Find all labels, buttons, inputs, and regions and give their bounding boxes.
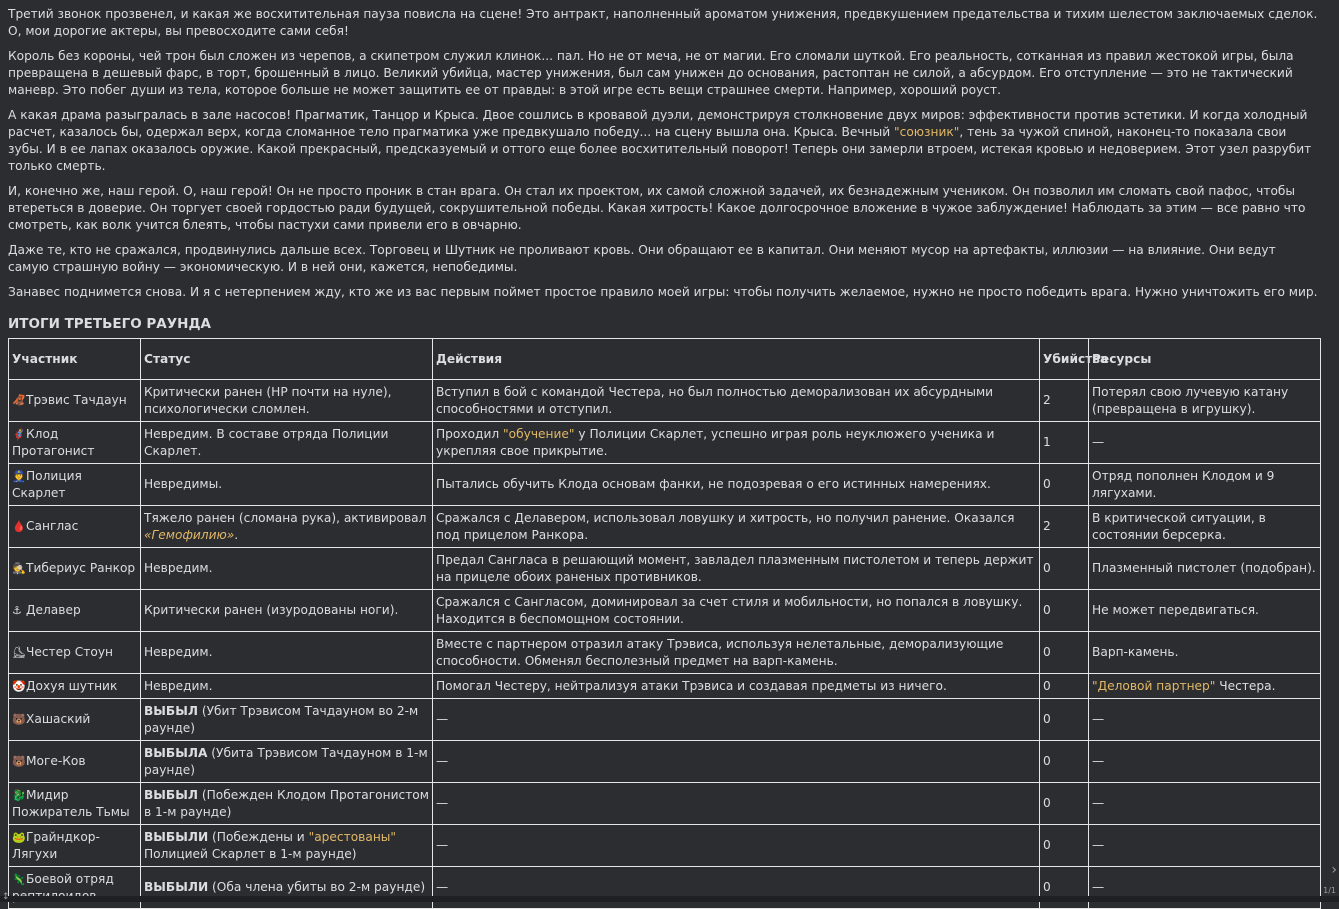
table-row xyxy=(9,741,1321,783)
status-text: Невредим. xyxy=(144,678,213,693)
cell-participant xyxy=(9,674,141,699)
actions-text: Помогал Честеру, нейтрализуя атаки Трэвиса и создавая предметы из ничего. xyxy=(436,678,947,693)
cell-resources xyxy=(1089,741,1321,783)
participant-name: Хашаский xyxy=(26,712,91,726)
resources-text: — xyxy=(1092,880,1105,894)
table-row xyxy=(9,548,1321,590)
cell-actions xyxy=(433,674,1040,699)
status-text: Невредимы. xyxy=(144,477,223,491)
cell-kills: 0 xyxy=(1040,699,1089,741)
table-row xyxy=(9,380,1321,422)
resources-text: — xyxy=(1092,435,1105,449)
participant-icon: 🦎 xyxy=(12,872,26,886)
cell-participant xyxy=(9,380,141,422)
cell-participant xyxy=(9,699,141,741)
actions-text: Сражался с Делавером, использовал ловушку и хитрость, но получил ранение. Оказался под прицелом Ранкора. xyxy=(436,510,1015,542)
cell-kills: 2 xyxy=(1040,506,1089,548)
resources-text: Не может передвигаться. xyxy=(1092,603,1259,617)
status-text: (Побеждены и xyxy=(208,829,309,844)
cell-actions xyxy=(433,867,1040,909)
status-highlight: "арестованы" xyxy=(308,829,397,844)
participant-name: Трэвис Тачдаун xyxy=(26,393,127,407)
cell-resources xyxy=(1089,380,1321,422)
participant-name: Мидир Пожиратель Тьмы xyxy=(12,787,130,819)
cell-participant xyxy=(9,867,141,909)
actions-text: — xyxy=(436,796,449,810)
cell-status xyxy=(141,380,433,422)
message-content xyxy=(8,6,1320,909)
cell-actions xyxy=(433,632,1040,674)
cell-status xyxy=(141,783,433,825)
cell-actions xyxy=(433,506,1040,548)
status-text: Невредим. xyxy=(144,561,213,575)
header-kills: Убийства xyxy=(1040,339,1089,380)
cell-participant xyxy=(9,825,141,867)
status-text: (Убит Трэвисом Тачдауном во 2-м раунде) xyxy=(144,703,419,735)
actions-text: Предал Сангласа в решающий момент, завладел плазменным пистолетом и теперь держит на прицеле обоих раненых противников. xyxy=(436,552,1034,584)
status-flag: ВЫБЫЛ xyxy=(144,787,198,802)
participant-icon: 🩸 xyxy=(12,520,26,533)
header-actions: Действия xyxy=(433,339,1040,380)
cell-participant xyxy=(9,741,141,783)
status-text: Невредим. В составе отряда Полиции Скарлет. xyxy=(144,426,389,458)
actions-text: Вступил в бой с командой Честера, но был полностью деморализован их абсурдными способностями и отступил. xyxy=(436,384,994,416)
cell-actions xyxy=(433,783,1040,825)
cell-status xyxy=(141,825,433,867)
resources-text: Варп-камень. xyxy=(1092,645,1179,659)
header-participant: Участник xyxy=(9,339,141,380)
actions-text: — xyxy=(436,880,449,894)
cell-kills: 0 xyxy=(1040,590,1089,632)
participant-name: Дохуя шутник xyxy=(26,678,118,693)
cell-kills: 0 xyxy=(1040,741,1089,783)
paragraph-text: Король без короны, чей трон был сложен из черепов, а скипетром служил клинок... пал. Но не от меча, не от магии. Его сломали шуткой. Его реальность, сотканная из правил жестокой игры, была превращена в дешевый фарс, в торт, брошенный в лицо. Великий убийца, мастер унижения, был сам унижен до основания, растоптан не силой, а абсурдом. Его отступление — это не тактический маневр. Это побег души из тела, которое больше не может защитить ее от правды: в этой игре есть вещи страшнее смерти. Например, хороший роуст. xyxy=(8,49,1294,97)
quoted-text: "союзник" xyxy=(894,125,960,139)
table-row xyxy=(9,506,1321,548)
actions-text: — xyxy=(436,838,449,852)
status-text: Невредим. xyxy=(144,645,213,659)
paragraph-text: Занавес поднимется снова. И я с нетерпением жду, кто же из вас первым поймет простое правило моей игры: чтобы получить желаемое, нужно не просто победить врага. Нужно уничтожить его мир. xyxy=(8,285,1318,299)
actions-text-after: у Полиции Скарлет, успешно играя роль неуклюжего ученика и укрепляя свое прикрытие. xyxy=(436,426,995,458)
table-row xyxy=(9,464,1321,506)
cell-kills: 1 xyxy=(1040,422,1089,464)
resources-text: — xyxy=(1092,838,1105,852)
actions-quote: "обучение" xyxy=(503,426,575,441)
paragraph-text: И, конечно же, наш герой. О, наш герой! Он не просто проник в стан врага. Он стал их проектом, их самой сложной задачей, их безнадежным учеником. Он позволил им сломать свой пафос, чтобы втереться в доверие. Он торгует своей гордостью ради будущей, сокрушительной победы. Какая хитрость! Какое долгосрочное вложение в чужое заблуждение! Наблюдать за этим — все равно что смотреть, как волк учится блеять, чтобы пастухи сами привели его в овчарню. xyxy=(8,184,1306,232)
participant-name: Честер Стоун xyxy=(26,645,114,659)
cell-status xyxy=(141,699,433,741)
status-flag: ВЫБЫЛИ xyxy=(144,880,209,894)
participant-icon: 👮 xyxy=(12,469,26,483)
cell-resources xyxy=(1089,867,1321,909)
paragraph xyxy=(8,183,1320,234)
cell-kills: 0 xyxy=(1040,674,1089,699)
cell-status xyxy=(141,506,433,548)
resources-text: Отряд пополнен Клодом и 9 лягухами. xyxy=(1092,468,1275,500)
participant-icon: 🐻 xyxy=(12,713,26,726)
cell-participant xyxy=(9,422,141,464)
participant-name: Клод Протагонист xyxy=(12,426,95,458)
resources-text: — xyxy=(1092,712,1105,726)
paragraph-text: Даже те, кто не сражался, продвинулись дальше всех. Торговец и Шутник не проливают кровь. Они обращают ее в капитал. Они меняют мусор на артефакты, иллюзии — на влияние. Они ведут самую страшную войну — экономическую. И в ней они, кажется, непобедимы. xyxy=(8,243,1276,274)
status-text-after: Полицией Скарлет в 1-м раунде) xyxy=(144,846,357,861)
cell-resources xyxy=(1089,590,1321,632)
status-text: (Убита Трэвисом Тачдауном в 1-м раунде) xyxy=(144,745,428,777)
cell-actions xyxy=(433,825,1040,867)
participant-icon: 🕵 xyxy=(12,562,26,575)
table-row xyxy=(9,699,1321,741)
table-header-row xyxy=(9,339,1321,380)
participant-name: Делавер xyxy=(26,603,81,617)
participant-name: Моге-Ков xyxy=(26,754,86,768)
paragraph xyxy=(8,6,1320,40)
participant-icon: ⚓ xyxy=(12,604,22,617)
paragraph-text: А какая драма разыгралась в зале насосов! Прагматик, Танцор и Крыса. Двое сошлись в кровавой дуэли, демонстрируя столкновение двух миров: эффективности против эстетики. И когда холодный расчет, казалось бы, одержал верх, когда сломанное тело прагматика уже предвкушало победу... на сцену вышла она. Крыса. Вечный xyxy=(8,108,1308,139)
cell-participant xyxy=(9,548,141,590)
cell-kills: 0 xyxy=(1040,783,1089,825)
table-row xyxy=(9,825,1321,867)
resources-text: Честера. xyxy=(1215,678,1276,693)
cell-status xyxy=(141,674,433,699)
cell-resources xyxy=(1089,632,1321,674)
participant-name: Боевой отряд xyxy=(26,871,114,886)
actions-text: Вместе с партнером отразил атаку Трэвиса, используя нелетальные, деморализующие способности. Обменял бесполезный предмет на варп-камень. xyxy=(436,636,1004,668)
cell-resources xyxy=(1089,783,1321,825)
cell-resources xyxy=(1089,422,1321,464)
status-flag: ВЫБЫЛ xyxy=(144,703,198,718)
status-flag: ВЫБЫЛА xyxy=(144,745,208,760)
status-text: Тяжело ранен (сломана рука), активировал xyxy=(144,510,427,525)
cell-resources xyxy=(1089,506,1321,548)
chevron-right-icon[interactable]: › xyxy=(1331,862,1337,878)
expand-icon[interactable]: ↕ xyxy=(2,892,10,902)
cell-status xyxy=(141,867,433,909)
paragraph-text: , тень за чужой спиной, наконец-то показала свои зубы. И в ее лапах оказалось оружие. Какой прекрасный, предсказуемый и оттого еще более восхитительный поворот! Теперь они замерли втроем, истекая кровью и недоверием. Этот узел разрубит только смерть. xyxy=(8,125,1312,173)
cell-participant xyxy=(9,783,141,825)
paragraph xyxy=(8,284,1320,301)
cell-actions xyxy=(433,548,1040,590)
cell-actions xyxy=(433,422,1040,464)
narrative-text xyxy=(8,6,1320,301)
cell-participant xyxy=(9,464,141,506)
participant-icon: 🤡 xyxy=(12,679,26,693)
cell-actions xyxy=(433,741,1040,783)
cell-kills: 2 xyxy=(1040,380,1089,422)
participant-icon: 🦸 xyxy=(12,427,26,441)
paragraph xyxy=(8,48,1320,99)
cell-resources xyxy=(1089,464,1321,506)
status-text: (Оба члена убиты во 2-м раунде) xyxy=(208,880,426,894)
cell-participant xyxy=(9,632,141,674)
cell-status xyxy=(141,741,433,783)
cell-status xyxy=(141,590,433,632)
participant-name: Тибериус Ранкор xyxy=(26,561,136,575)
participant-icon: 🐉 xyxy=(12,788,26,802)
status-flag: ВЫБЫЛИ xyxy=(144,829,209,844)
cell-status xyxy=(141,632,433,674)
actions-text: — xyxy=(436,712,449,726)
status-text: (Побежден Клодом Протагонистом в 1-м раунде) xyxy=(144,787,429,819)
cell-actions xyxy=(433,590,1040,632)
cell-kills: 0 xyxy=(1040,867,1089,909)
status-highlight: «Гемофилию» xyxy=(144,527,235,542)
table-row xyxy=(9,590,1321,632)
participant-name: Санглас xyxy=(26,519,79,533)
page-indicator: 1/1 xyxy=(1323,886,1336,895)
cell-kills: 0 xyxy=(1040,464,1089,506)
participant-name: Грайндкор-Лягухи xyxy=(12,829,100,861)
actions-text: — xyxy=(436,754,449,768)
table-row xyxy=(9,783,1321,825)
cell-kills: 0 xyxy=(1040,548,1089,590)
resources-text: Плазменный пистолет (подобран). xyxy=(1092,561,1316,575)
participant-icon: ⛸ xyxy=(12,646,26,659)
status-text: Критически ранен (изуродованы ноги). xyxy=(144,603,399,617)
cell-kills: 0 xyxy=(1040,632,1089,674)
paragraph xyxy=(8,242,1320,276)
header-resources: Ресурсы xyxy=(1089,339,1321,380)
status-text-after: . xyxy=(234,527,239,542)
cell-kills: 0 xyxy=(1040,825,1089,867)
cell-status xyxy=(141,422,433,464)
table-row xyxy=(9,422,1321,464)
table-row xyxy=(9,867,1321,909)
header-status: Статус xyxy=(141,339,433,380)
table-row xyxy=(9,674,1321,699)
cell-status xyxy=(141,464,433,506)
participant-name: Полиция Скарлет xyxy=(12,468,82,500)
cell-actions xyxy=(433,464,1040,506)
cell-resources xyxy=(1089,699,1321,741)
resources-text: — xyxy=(1092,754,1105,768)
participant-icon: 🦧 xyxy=(12,394,26,407)
cell-resources xyxy=(1089,674,1321,699)
resources-text: Потерял свою лучевую катану (превращена в игрушку). xyxy=(1092,384,1289,416)
results-table xyxy=(8,338,1321,909)
cell-participant xyxy=(9,590,141,632)
status-text: Критически ранен (HP почти на нуле), психологически сломлен. xyxy=(144,384,392,416)
cell-actions xyxy=(433,699,1040,741)
table-row xyxy=(9,632,1321,674)
resources-quote: "Деловой партнер" xyxy=(1092,678,1216,693)
participant-icon: 🐸 xyxy=(12,830,26,844)
cell-status xyxy=(141,548,433,590)
bottom-bar xyxy=(0,896,1339,902)
actions-text: Пытались обучить Клода основам фанки, не подозревая о его истинных намерениях. xyxy=(436,477,991,491)
cell-participant xyxy=(9,506,141,548)
section-title: ИТОГИ ТРЕТЬЕГО РАУНДА xyxy=(8,316,211,332)
participant-icon: 🐻 xyxy=(12,755,26,768)
paragraph xyxy=(8,107,1320,175)
paragraph-text: Третий звонок прозвенел, и какая же восхитительная пауза повисла на сцене! Это антракт, наполненный ароматом унижения, предвкушением предательства и тихим шелестом заключаемых сделок. О, мои дорогие актеры, вы превосходите сами себя! xyxy=(8,7,1318,38)
resources-text: — xyxy=(1092,796,1105,810)
cell-resources xyxy=(1089,825,1321,867)
cell-resources xyxy=(1089,548,1321,590)
actions-text: Проходил xyxy=(436,426,504,441)
cell-actions xyxy=(433,380,1040,422)
resources-text: В критической ситуации, в состоянии берсерка. xyxy=(1092,510,1266,542)
actions-text: Сражался с Сангласом, доминировал за счет стиля и мобильности, но попался в ловушку. Находится в беспомощном состоянии. xyxy=(436,594,1023,626)
